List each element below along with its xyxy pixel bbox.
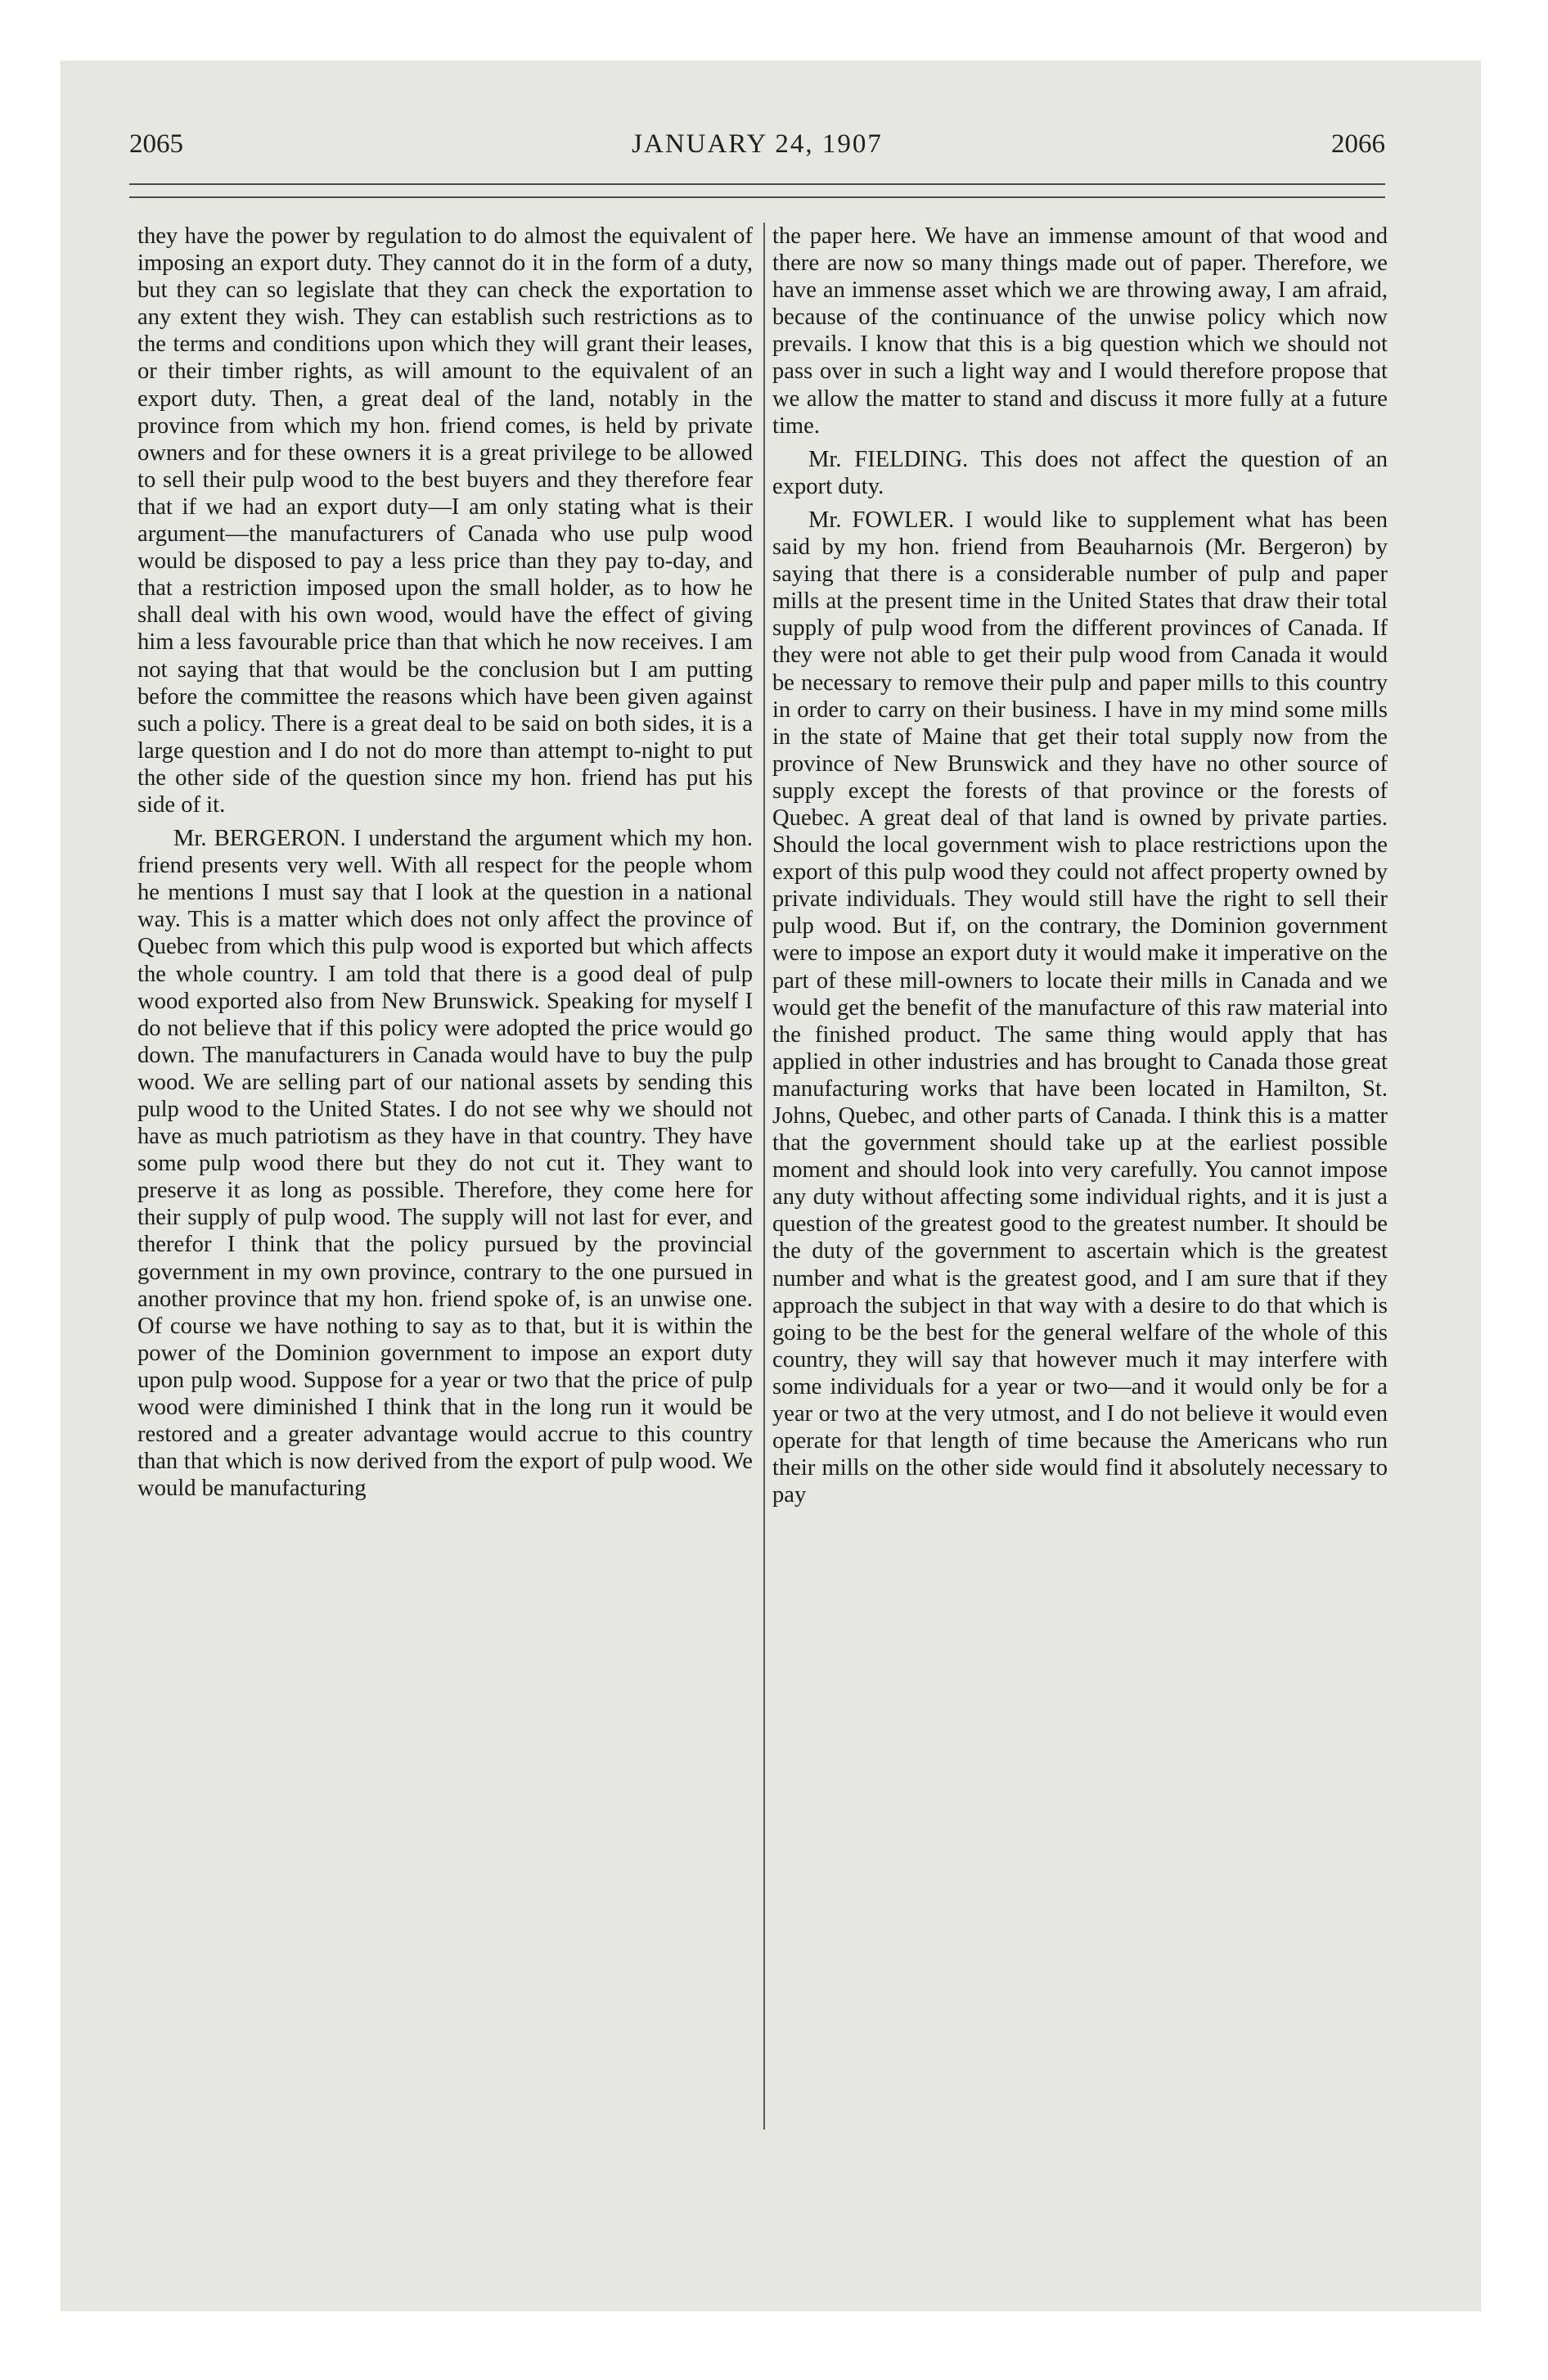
paragraph-bergeron: Mr. BERGERON. I understand the argument which my hon. friend presents very well. With all respect for the people whom he mentions I must say that I look at the question in a national way. This is a matter which does not only affect the province of Quebec from which this pulp wood is exported but which affects the whole country. I am told that there is a good deal of pulp wood exported also from New Brunswick. Speaking for myself I do not believe that if this policy were adopted the price would go down. The manufacturers in Canada would have to buy the pulp wood. We are selling part of our national assets by sending this pulp wood to the United States. I do not see why we should not have as much patriotism as they have in that country. They have some pulp wood there but they do not cut it. They want to preserve it as long as possible. Therefore, they come here for their supply of pulp wood. The supply will not last for ever, and therefor I think that the policy pursued by the provincial government in my own province, contrary to the one pursued in another province that my hon. friend spoke of, is an unwise one. Of course we have nothing to say as to that, but it is within the power of the Dominion government to impose an export duty upon pulp wood. Suppose for a year or two that the price of pulp wood were diminished I think that in the long run it would be restored and a greater advantage would accrue to this country than that which is now derived from the export of pulp wood. We would be manufacturing bbox=[137, 826, 753, 1502]
left-column bbox=[137, 223, 753, 2236]
paragraph: the paper here. We have an immense amount of that wood and there are now so many things made out of paper. Therefore, we have an immense asset which we are throwing away, I am afraid, because of the continuance of the unwise policy which now prevails. I know that this is a big question which we should not pass over in such a light way and I would therefore propose that we allow the matter to stand and discuss it more fully at a future time. bbox=[772, 223, 1388, 439]
page-date: JANUARY 24, 1907 bbox=[632, 129, 883, 159]
header-rule-bottom bbox=[129, 196, 1385, 198]
right-column bbox=[772, 223, 1388, 2236]
page-number-left: 2065 bbox=[129, 129, 183, 159]
header-rule-top bbox=[129, 183, 1385, 185]
paragraph-fowler: Mr. FOWLER. I would like to supplement what has been said by my hon. friend from Beauharnois (Mr. Bergeron) by saying that there is a considerable number of pulp and paper mills at the present time in the United States that draw their total supply of pulp wood from the different provinces of Canada. If they were not able to get their pulp wood from Canada it would be necessary to remove their pulp and paper mills to this country in order to carry on their business. I have in my mind some mills in the state of Maine that get their total supply now from the province of New Brunswick and they have no other source of supply except the forests of that province or the forests of Quebec. A great deal of that land is owned by private parties. Should the local government wish to place restrictions upon the export of this pulp wood they could not affect property owned by private individuals. They would still have the right to sell their pulp wood. But if, on the contrary, the Dominion government were to impose an export duty it would make it imperative on the part of these mill-owners to locate their mills in Canada and we would get the benefit of the manufacture of this raw material into the finished product. The same thing would apply that has applied in other industries and has brought to Canada those great manufacturing works that have been located in Hamilton, St. Johns, Quebec, and other parts of Canada. I think this is a matter that the government should take up at the earliest possible moment and should look into very carefully. You cannot impose any duty without affecting some individual rights, and it is just a question of the greatest good to the greatest number. It should be the duty of the government to ascertain which is the greatest number and what is the greatest good, and I am sure that if they approach the subject in that way with a desire to do that which is going to be the best for the general welfare of the whole of this country, they will say that however much it may interfere with some individuals for a year or two—and it would only be for a year or two at the very utmost, and I do not believe it would even operate for that length of time because the Americans who run their mills on the other side would find it absolutely necessary to pay bbox=[772, 507, 1388, 1508]
page-header bbox=[129, 129, 1385, 170]
column-divider bbox=[763, 223, 765, 2130]
paragraph: they have the power by regulation to do almost the equivalent of imposing an export duty. They cannot do it in the form of a duty, but they can so legislate that they can check the exportation to any extent they wish. They can establish such restrictions as to the terms and conditions upon which they will grant their leases, or their timber rights, as will amount to the equivalent of an export duty. Then, a great deal of the land, notably in the province from which my hon. friend comes, is held by private owners and for these owners it is a great privilege to be allowed to sell their pulp wood to the best buyers and they therefore fear that if we had an export duty—I am only stating what is their argument—the manufacturers of Canada who use pulp wood would be disposed to pay a less price than they pay to-day, and that a restriction imposed upon the small holder, as to how he shall deal with his own wood, would have the effect of giving him a less favourable price than that which he now receives. I am not saying that that would be the conclusion but I am putting before the committee the reasons which have been given against such a policy. There is a great deal to be said on both sides, it is a large question and I do not do more than attempt to-night to put the other side of the question since my hon. friend has put his side of it. bbox=[137, 223, 753, 818]
paragraph-fielding: Mr. FIELDING. This does not affect the question of an export duty. bbox=[772, 446, 1388, 499]
page-number-right: 2066 bbox=[1331, 129, 1385, 159]
